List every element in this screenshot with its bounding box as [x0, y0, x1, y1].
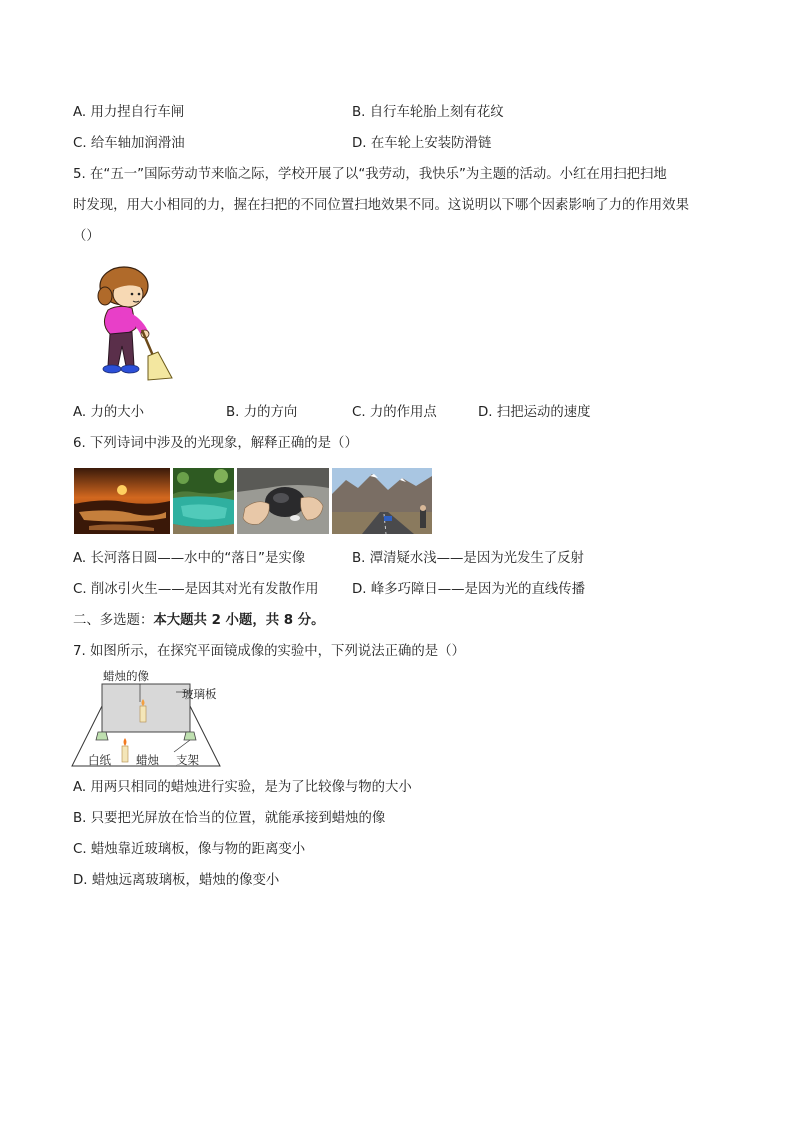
glass-plate-label: 玻璃板 — [182, 687, 217, 701]
q7-option-b: B. 只要把光屏放在恰当的位置，就能承接到蜡烛的像 — [73, 811, 386, 826]
q6-option-a: A. 长河落日圆——水中的“落日”是实像 — [73, 551, 306, 566]
q5-option-d: D. 扫把运动的速度 — [478, 405, 591, 420]
q7-option-d: D. 蜡烛远离玻璃板，蜡烛的像变小 — [73, 873, 280, 888]
white-paper-label: 白纸 — [88, 753, 111, 767]
q5-option-a: A. 力的大小 — [73, 405, 144, 420]
q6-option-d: D. 峰多巧障日——是因为光的直线传播 — [352, 582, 586, 597]
ice-lens-photo — [237, 468, 329, 534]
q4-option-c: C. 给车轴加润滑油 — [73, 136, 185, 151]
q4-option-b: B. 自行车轮胎上刻有花纹 — [352, 105, 504, 120]
candle-label: 蜡烛 — [136, 753, 159, 767]
q5-stem-line2: 时发现，用大小相同的力，握在扫把的不同位置扫地效果不同。这说明以下哪个因素影响了力的作用效果 — [73, 198, 689, 213]
clear-pool-photo — [173, 468, 234, 534]
candle-image-label: 蜡烛的像 — [103, 669, 149, 683]
sunset-river-photo — [74, 468, 170, 534]
q7-option-a: A. 用两只相同的蜡烛进行实验，是为了比较像与物的大小 — [73, 780, 412, 795]
q6-option-c: C. 削冰引火生——是因其对光有发散作用 — [73, 582, 319, 597]
q7-option-c: C. 蜡烛靠近玻璃板，像与物的距离变小 — [73, 842, 306, 857]
plane-mirror-diagram — [70, 666, 230, 770]
q6-stem: 6. 下列诗词中涉及的光现象，解释正确的是（） — [73, 436, 358, 451]
q5-option-b: B. 力的方向 — [226, 405, 298, 420]
stand-label: 支架 — [176, 753, 199, 767]
girl-sweeping-illustration — [88, 262, 178, 384]
q5-option-c: C. 力的作用点 — [352, 405, 437, 420]
q4-option-a: A. 用力捏自行车闸 — [73, 105, 185, 120]
mountain-road-photo — [332, 468, 432, 534]
section-label: 二、多选题： — [73, 613, 154, 628]
q6-option-b: B. 潭清疑水浅——是因为光发生了反射 — [352, 551, 584, 566]
section-heading — [73, 612, 325, 630]
q4-option-d: D. 在车轮上安装防滑链 — [352, 136, 492, 151]
section-description: 本大题共 2 小题，共 8 分。 — [153, 613, 325, 628]
q7-stem: 7. 如图所示，在探究平面镜成像的实验中，下列说法正确的是（） — [73, 644, 465, 659]
q5-stem-line3: （） — [73, 229, 100, 244]
q5-stem-line1: 5. 在“五一”国际劳动节来临之际，学校开展了以“我劳动，我快乐”为主题的活动。小红在用扫把扫地 — [73, 167, 667, 182]
